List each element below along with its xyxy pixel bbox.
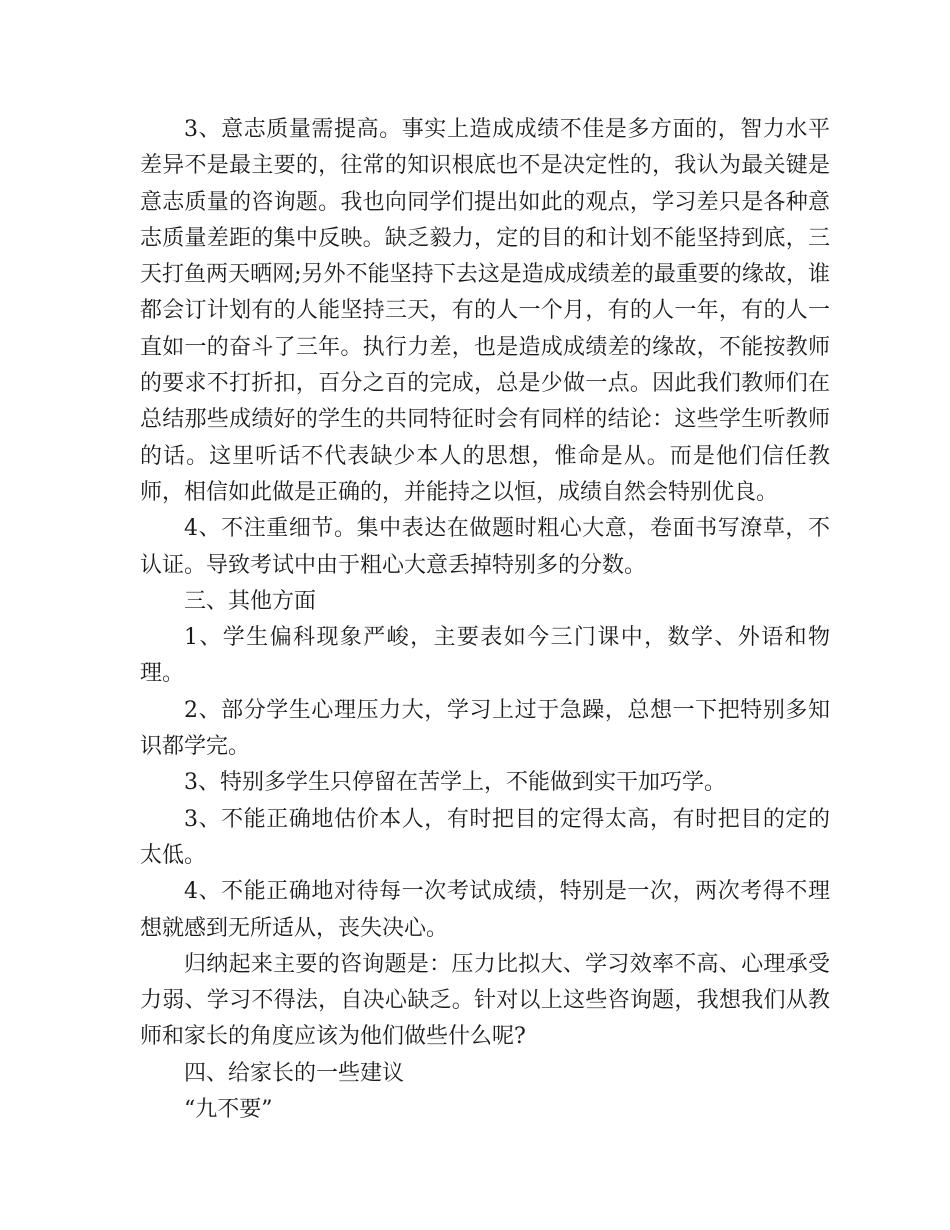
section-heading-parent-advice: 四、给家长的一些建议 <box>184 1060 405 1086</box>
section-heading-other: 三、其他方面 <box>184 588 317 614</box>
paragraph-willpower: 3、意志质量需提高。事实上造成成绩不佳是多方面的，智力水平差异不是最主要的，往常的知识根底也不是决定性的，我认为最关键是意志质量的咨询题。我也向同学们提出如此的观点，学习差只是各种意志质量差距的集中反映。缺乏毅力，定的目的和计划不能坚持到底，三天打鱼两天晒网;另外不能坚持下去这是造成成绩差的最重要的缘故，谁都会订计划有的人能坚持三天，有的人一个月，有的人一年，有的人一直如一的奋斗了三年。执行力差，也是造成成绩差的缘故，不能按教师的要求不打折扣，百分之百的完成，总是少做一点。因此我们教师们在总结那些成绩好的学生的共同特征时会有同样的结论：这些学生听教师的话。这里听话不代表缺少本人的思想，惟命是从。而是他们信任教师，相信如此做是正确的，并能持之以恒，成绩自然会特别优良。 <box>140 117 830 505</box>
paragraph-subject-bias: 1、学生偏科现象严峻，主要表如今三门课中，数学、外语和物理。 <box>140 625 830 687</box>
paragraph-summary: 归纳起来主要的咨询题是：压力比拟大、学习效率不高、心理承受力弱、学习不得法，自决心缺乏。针对以上这些咨询题，我想我们从教师和家长的角度应该为他们做些什么呢? <box>140 951 830 1050</box>
paragraph-pressure: 2、部分学生心理压力大，学习上过于急躁，总想一下把特别多知识都学完。 <box>140 697 830 760</box>
paragraph-self-evaluation: 3、不能正确地估价本人，有时把目的定得太高，有时把目的定的太低。 <box>140 806 830 868</box>
paragraph-exam-results: 4、不能正确地对待每一次考试成绩，特别是一次，两次考得不理想就感到无所适从，丧失决心。 <box>140 879 830 941</box>
paragraph-details: 4、不注重细节。集中表达在做题时粗心大意，卷面书写潦草，不认证。导致考试中由于粗心大意丢掉特别多的分数。 <box>140 516 830 578</box>
paragraph-hard-study: 3、特别多学生只停留在苦学上，不能做到实干加巧学。 <box>184 770 726 796</box>
paragraph-nine-donts: “九不要” <box>184 1097 273 1123</box>
document-page <box>140 112 830 1128</box>
